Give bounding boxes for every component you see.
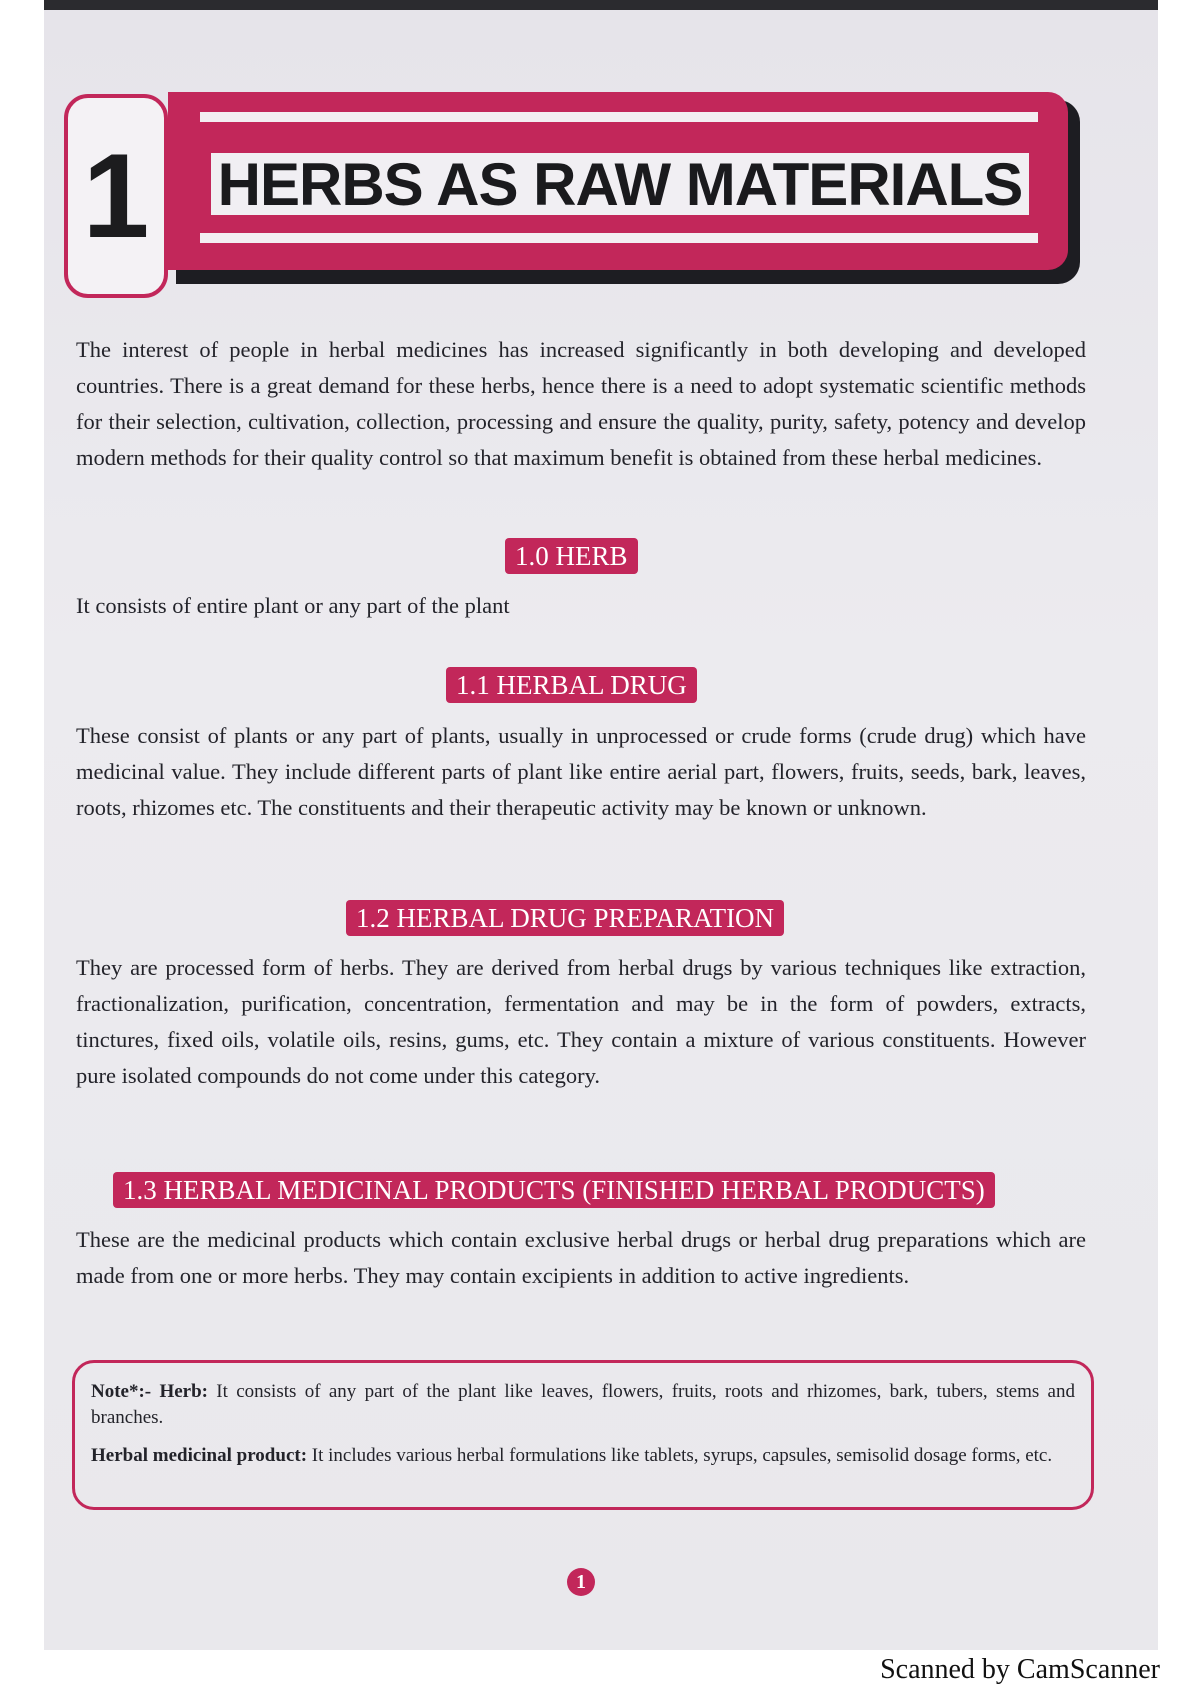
page-top-edge — [44, 0, 1158, 10]
chapter-title-box — [206, 148, 1034, 220]
page-number-badge: 1 — [567, 1568, 595, 1596]
note-herb-label: Note*:- Herb: — [91, 1381, 208, 1402]
section-heading-herbal-medicinal-products: 1.3 HERBAL MEDICINAL PRODUCTS (FINISHED HERBAL PRODUCTS) — [113, 1172, 995, 1208]
intro-paragraph: The interest of people in herbal medicines has increased significantly in both developing and developed countries. There is a great demand for these herbs, hence there is a need to adopt systematic scientific methods for their selection, cultivation, collection, processing and ensure the quality, purity, safety, potency and develop modern methods for their quality control so that maximum benefit is obtained from these herbal medicines. — [76, 337, 1086, 470]
banner-stripe-top — [200, 112, 1038, 122]
section-heading-herbal-drug: 1.1 HERBAL DRUG — [446, 667, 697, 703]
section-body-herbal-drug-preparation: They are processed form of herbs. They are derived from herbal drugs by various techniques like extraction, fractionalization, purification, concentration, fermentation and may be in the form of powders, extracts, tinctures, fixed oils, volatile oils, resins, gums, etc. They contain a mixture of various constituents. However pure isolated compounds do not come under this category. — [76, 955, 1086, 1088]
section-heading-herbal-drug-preparation: 1.2 HERBAL DRUG PREPARATION — [346, 900, 784, 936]
section-body-herb: It consists of entire plant or any part of the plant — [76, 593, 510, 618]
banner-stripe-bottom — [200, 233, 1038, 243]
section-heading-herb: 1.0 HERB — [505, 538, 638, 574]
note-herb-text: It consists of any part of the plant like leaves, flowers, fruits, roots and rhizomes, bark, tubers, stems and branches. — [91, 1381, 1075, 1428]
note-herb — [91, 1379, 1075, 1431]
section-body-herbal-drug: These consist of plants or any part of plants, usually in unprocessed or crude forms (crude drug) which have medicinal value. They include different parts of plant like entire aerial part, flowers, fruits, seeds, bark, leaves, roots, rhizomes etc. The constituents and their therapeutic activity may be known or unknown. — [76, 723, 1086, 820]
chapter-number-box — [64, 94, 168, 298]
note-box — [72, 1360, 1094, 1510]
scanner-footer: Scanned by CamScanner — [880, 1654, 1160, 1685]
note-product-label: Herbal medicinal product: — [91, 1445, 308, 1466]
section-body-herbal-medicinal-products: These are the medicinal products which contain exclusive herbal drugs or herbal drug preparations which are made from one or more herbs. They may contain excipients in addition to active ingredients. — [76, 1227, 1086, 1288]
note-product-text: It includes various herbal formulations like tablets, syrups, capsules, semisolid dosage forms, etc. — [311, 1445, 1053, 1466]
note-herbal-medicinal-product — [91, 1443, 1075, 1469]
chapter-number: 1 — [82, 129, 150, 263]
chapter-title: HERBS AS RAW MATERIALS — [217, 150, 1023, 218]
